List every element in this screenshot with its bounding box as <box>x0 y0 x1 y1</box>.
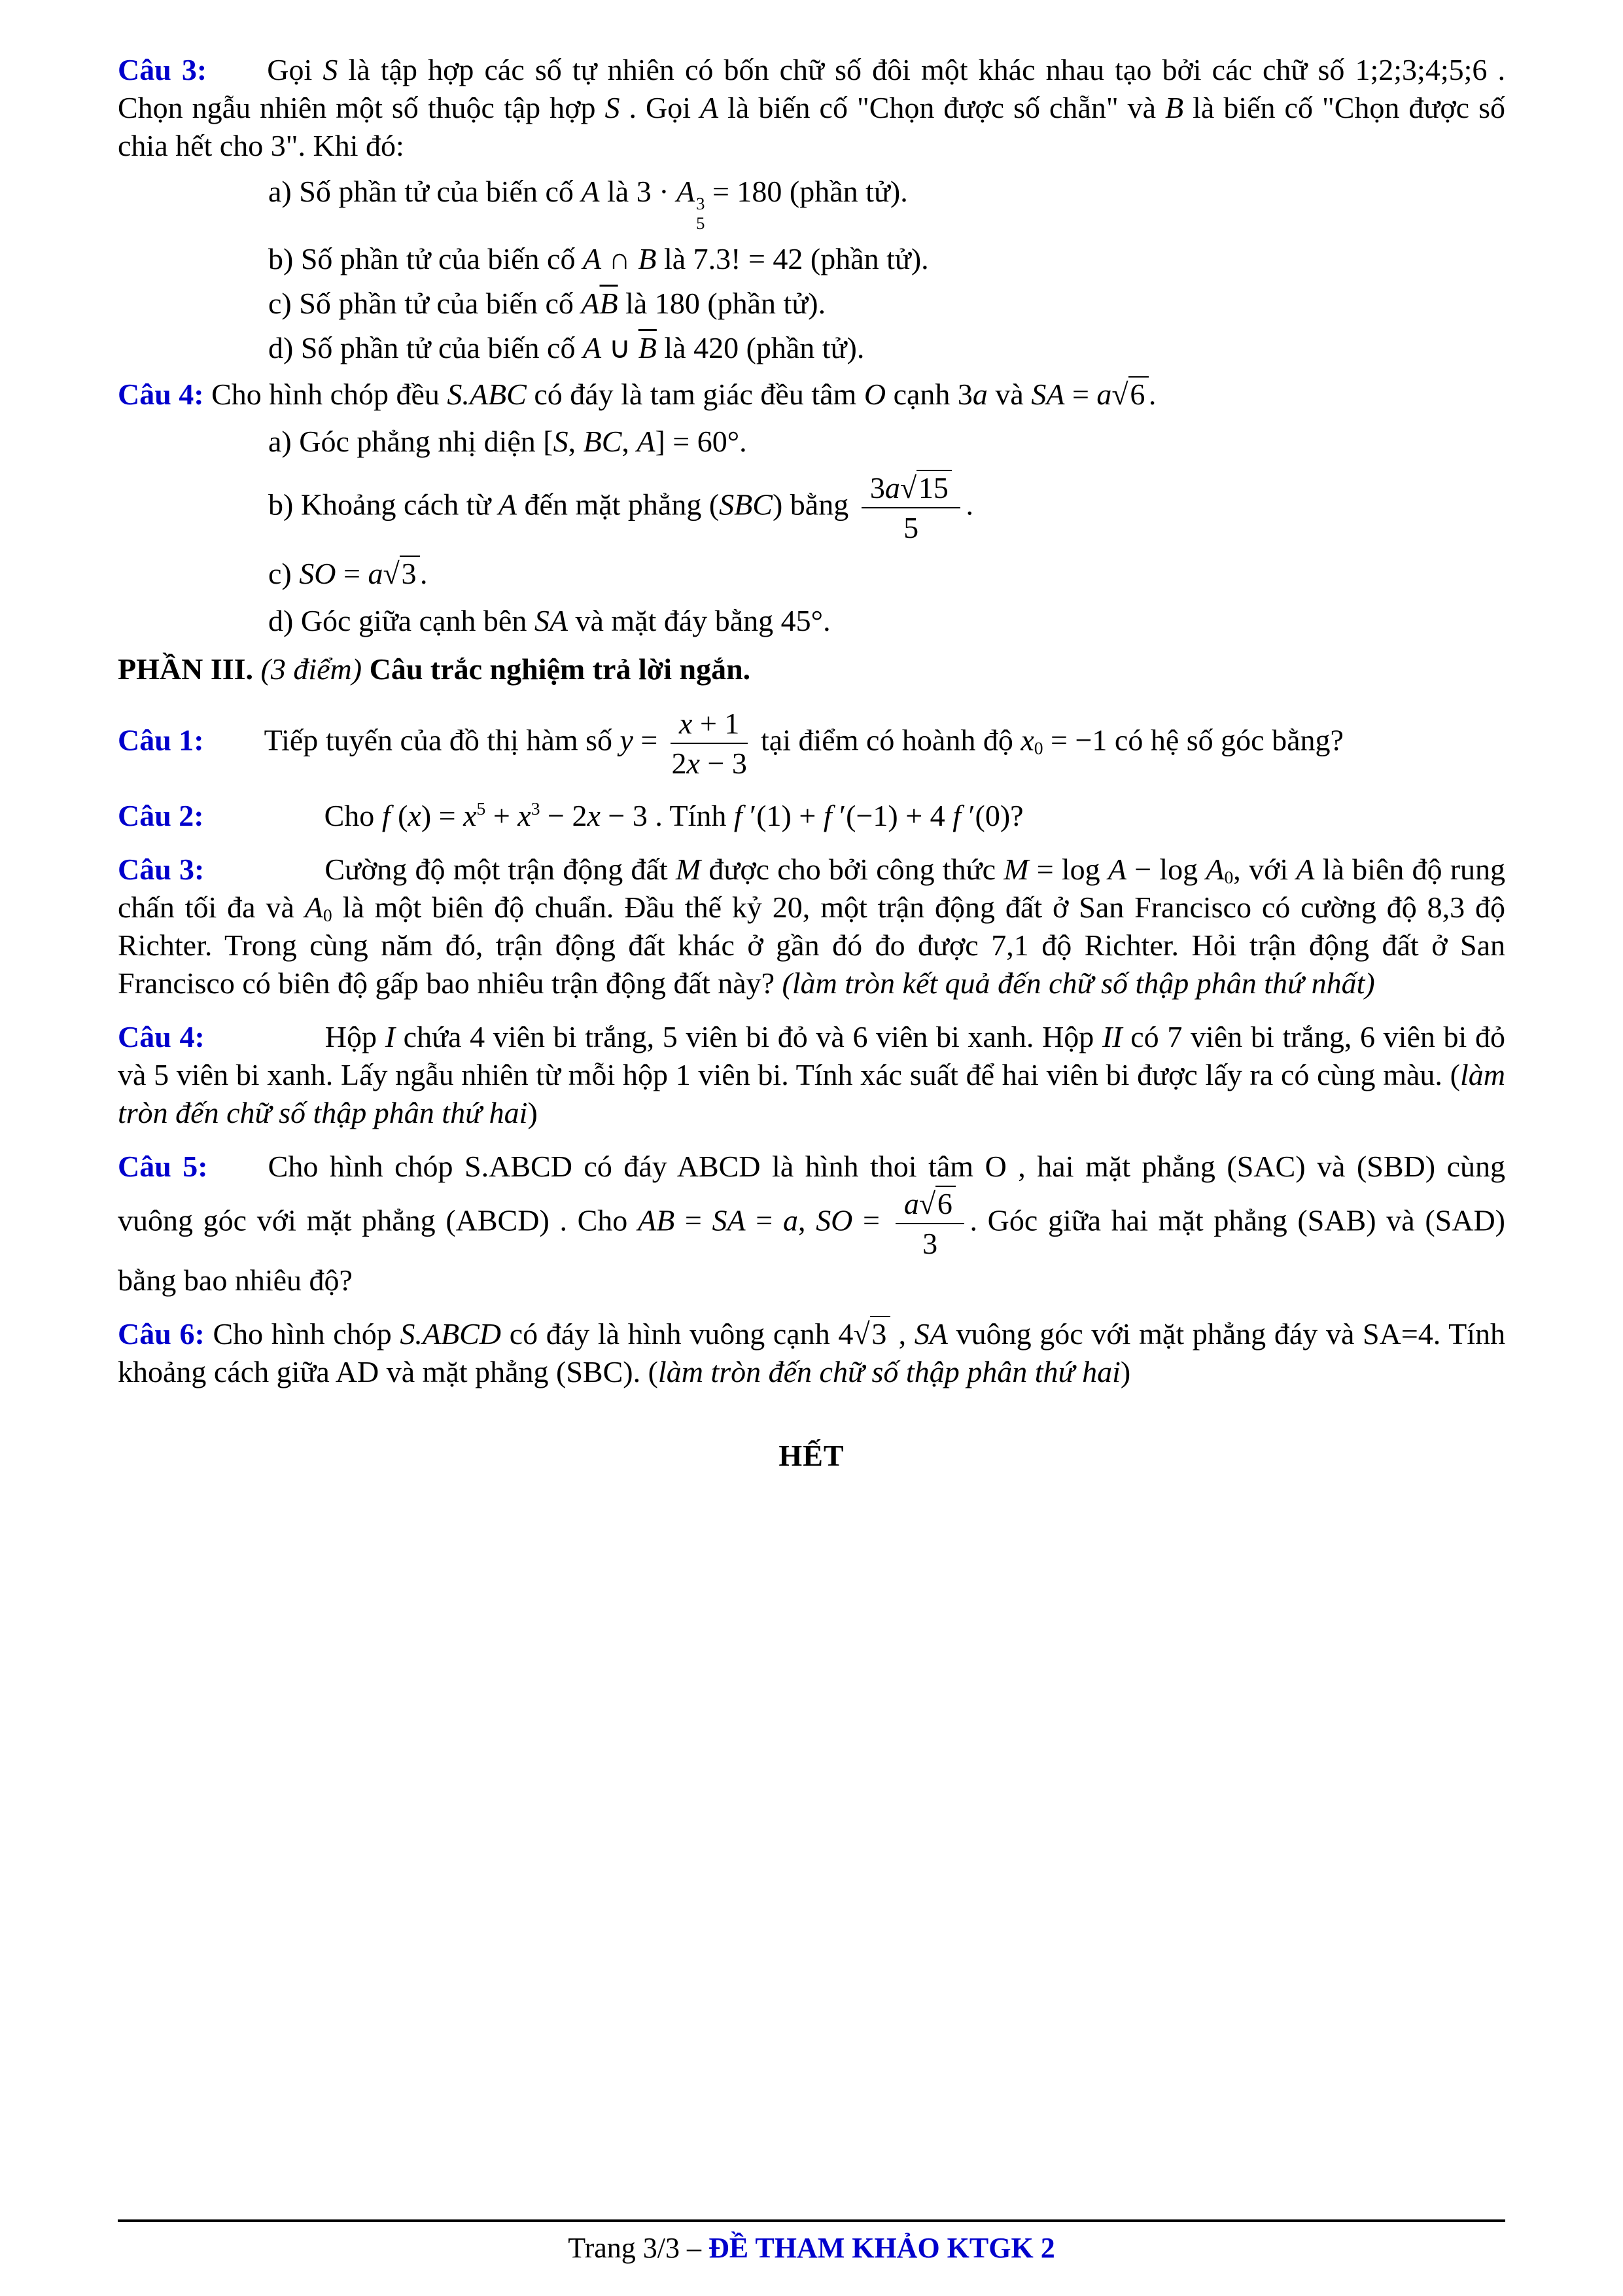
footer-text <box>118 2231 1505 2265</box>
part2-question-3-stem: Câu 3: Gọi S là tập hợp các số tự nhiên có bốn chữ số đôi một khác nhau tạo bởi các chữ số 1;2;3;4;5;6 . Chọn ngẫu nhiên một số thuộc tập hợp S . Gọi A là biến cố "Chọn được số chẵn" và B là biến cố "Chọn được số chia hết cho 3". Khi đó: <box>118 53 1506 162</box>
footer-divider <box>118 2219 1505 2222</box>
part3-question-2: Câu 2: Cho f $(x) = x^5 + x^3 - 2x - 3$ . Tính f ′(1) + f ′(−1) + 4 f ′(0)? <box>118 798 1024 833</box>
part3-question-1: Câu 1: Tiếp tuyến của đồ thị hàm số y = $\frac{x + 1}{2x - 3}$ tại điểm có hoành độ x0 = −1 có hệ số góc bằng? <box>118 707 1344 781</box>
part3-question-3: Câu 3: Cường độ một trận động đất M được cho bởi công thức M = log A − log A0, với A là biên độ rung chấn tối đa và A0 là một biên độ chuẩn. Đầu thế kỷ 20, một trận động đất ở San Francisco có cường độ 8,3 độ Richter. Trong cùng năm đó, trận động đất khác ở gần đó đo được 7,1 độ Richter. Hỏi trận động đất ở San Francisco có biên độ gấp bao nhiêu trận động đất này? (làm tròn kết quả đến chữ số thập phân thứ nhất) <box>118 853 1506 1000</box>
part2-question-3-option-d: d) Số phần tử của biến cố A ∪ $\overline{B}$ là 420 (phần tử). <box>268 330 865 364</box>
part2-question-4-option-d: d) Góc giữa cạnh bên SA và mặt đáy bằng 45°. <box>268 604 831 638</box>
part2-question-4-option-b: b) Khoảng cách từ A đến mặt phẳng (SBC) bằng $\frac{3a√15}{5}$ . <box>268 471 973 545</box>
part3-question-5: Câu 5: Cho hình chóp S.ABCD có đáy ABCD là hình thoi tâm O , hai mặt phẳng (SAC) và (SBD) cùng vuông góc với mặt phẳng (ABCD) . Cho AB = SA = a, SO = $\frac{a√6}{3}$ . Góc giữa hai mặt phẳng (SAB) và (SAD) bằng bao nhiêu độ? <box>118 1149 1505 1297</box>
part2-question-3-option-b: b) Số phần tử của biến cố A ∩ B là 7.3! = 42 (phần tử). <box>268 241 929 275</box>
end-marker-label: HẾT <box>778 1438 845 1472</box>
part3-question-6: Câu 6: Cho hình chóp S.ABCD có đáy là hình vuông cạnh 4√3 , SA vuông góc với mặt phẳng đáy và SA=4. Tính khoảng cách giữa AD và mặt phẳng (SBC). (làm tròn đến chữ số thập phân thứ hai) <box>118 1316 1506 1388</box>
part2-question-3-option-a: a) Số phần tử của biến cố A là 3 · A 3 5 = 180 (phần tử). <box>268 174 908 233</box>
part3-question-4: Câu 4: Hộp I chứa 4 viên bi trắng, 5 viên bi đỏ và 6 viên bi xanh. Hộp II có 7 viên bi trắng, 6 viên bi đỏ và 5 viên bi xanh. Lấy ngẫu nhiên từ mỗi hộp 1 viên bi. Tính xác suất để hai viên bi được lấy ra có cùng màu. (làm tròn đến chữ số thập phân thứ hai) <box>118 1020 1505 1129</box>
part3-heading: PHẦN III. (3 điểm) Câu trắc nghiệm trả lời ngắn. <box>118 652 751 686</box>
part2-question-4-stem: Câu 4: Cho hình chóp đều S.ABC có đáy là tam giác đều tâm O cạnh 3a và SA = a√6 . <box>118 378 1157 412</box>
part2-question-3-option-c: c) Số phần tử của biến cố $A\overline{B}$ là 180 (phần tử). <box>268 286 826 320</box>
part2-question-4-option-c: c) SO = a√3 . <box>268 557 428 591</box>
footer-page-number: Trang 3/3 – <box>568 2232 709 2264</box>
end-marker <box>118 1437 1505 1475</box>
footer-doc-title: ĐỀ THAM KHẢO KTGK 2 <box>708 2232 1055 2264</box>
part2-question-4-option-a: a) Góc phẳng nhị diện [S, BC, A] = 60°. <box>268 425 747 459</box>
page-footer <box>118 2219 1505 2265</box>
